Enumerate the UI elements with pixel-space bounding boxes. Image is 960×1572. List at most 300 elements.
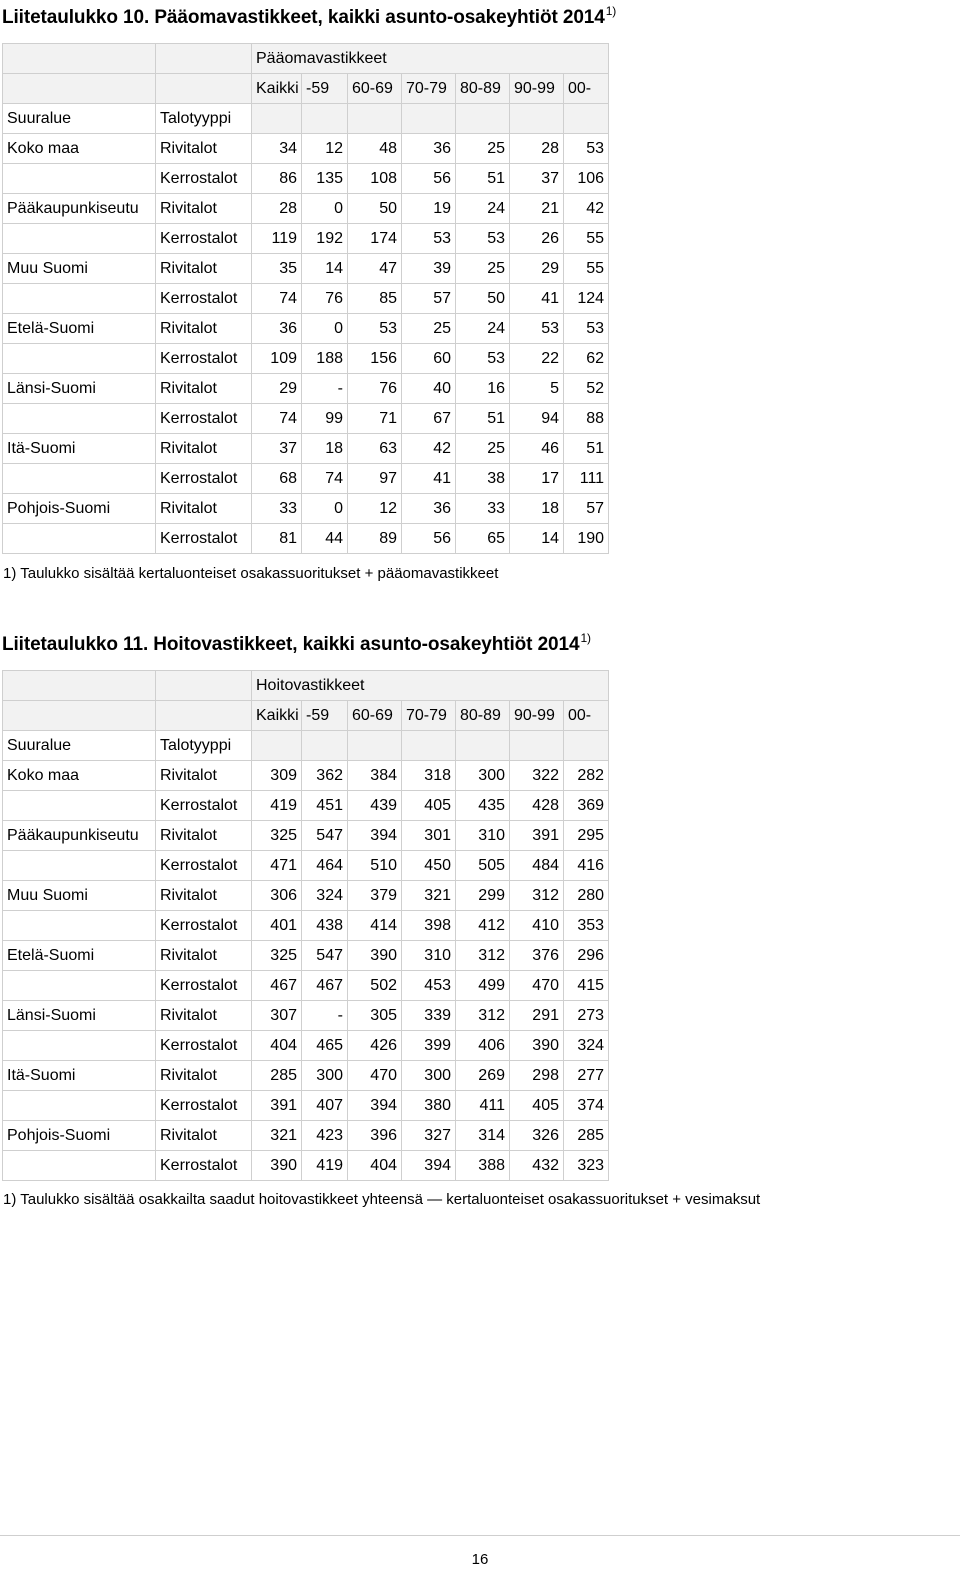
column-header: 70-79 — [402, 74, 456, 104]
value-cell: 414 — [348, 911, 402, 941]
region-cell: Länsi-Suomi — [3, 1001, 156, 1031]
table-row — [3, 464, 609, 494]
value-cell: 321 — [252, 1121, 302, 1151]
value-cell: 48 — [348, 134, 402, 164]
region-cell — [3, 284, 156, 314]
value-cell: 318 — [402, 761, 456, 791]
value-cell: 89 — [348, 524, 402, 554]
table-row — [3, 761, 609, 791]
value-cell: 55 — [564, 254, 609, 284]
table-11-footnote: 1) Taulukko sisältää osakkailta saadut hoitovastikkeet yhteensä — kertaluonteiset osakassuoritukset + vesimaksut — [3, 1191, 761, 1208]
house-type-cell: Kerrostalot — [156, 344, 252, 374]
row-header-suuralue: Suuralue — [3, 104, 156, 134]
table-row — [3, 881, 609, 911]
house-type-cell: Kerrostalot — [156, 1151, 252, 1181]
value-cell: 467 — [252, 971, 302, 1001]
region-cell — [3, 224, 156, 254]
house-type-cell: Kerrostalot — [156, 224, 252, 254]
value-cell: 435 — [456, 791, 510, 821]
value-cell: 109 — [252, 344, 302, 374]
table-row — [3, 344, 609, 374]
value-cell: 310 — [456, 821, 510, 851]
value-cell: 29 — [510, 254, 564, 284]
value-cell: 465 — [302, 1031, 348, 1061]
value-cell: 412 — [456, 911, 510, 941]
empty-cell — [456, 731, 510, 761]
region-cell — [3, 524, 156, 554]
region-cell: Pääkaupunkiseutu — [3, 194, 156, 224]
corner-cell — [3, 74, 156, 104]
value-cell: 94 — [510, 404, 564, 434]
value-cell: - — [302, 1001, 348, 1031]
table-11 — [2, 670, 609, 1181]
value-cell: 314 — [456, 1121, 510, 1151]
table-11-title — [2, 631, 591, 656]
page-divider — [0, 1535, 960, 1536]
value-cell: 33 — [252, 494, 302, 524]
empty-cell — [252, 104, 302, 134]
value-cell: 295 — [564, 821, 609, 851]
value-cell: 74 — [302, 464, 348, 494]
group-header: Pääomavastikkeet — [252, 44, 609, 74]
value-cell: 273 — [564, 1001, 609, 1031]
table-row — [3, 134, 609, 164]
value-cell: 0 — [302, 194, 348, 224]
value-cell: 39 — [402, 254, 456, 284]
value-cell: 42 — [564, 194, 609, 224]
column-header-row — [3, 74, 609, 104]
empty-cell — [348, 104, 402, 134]
value-cell: 56 — [402, 524, 456, 554]
empty-cell — [348, 731, 402, 761]
corner-cell — [3, 44, 156, 74]
house-type-cell: Rivitalot — [156, 374, 252, 404]
region-cell: Pohjois-Suomi — [3, 494, 156, 524]
value-cell: 426 — [348, 1031, 402, 1061]
value-cell: 453 — [402, 971, 456, 1001]
region-cell — [3, 1031, 156, 1061]
value-cell: 439 — [348, 791, 402, 821]
value-cell: 0 — [302, 494, 348, 524]
value-cell: 28 — [510, 134, 564, 164]
value-cell: 53 — [564, 314, 609, 344]
value-cell: 53 — [564, 134, 609, 164]
value-cell: 285 — [252, 1061, 302, 1091]
house-type-cell: Rivitalot — [156, 134, 252, 164]
corner-cell — [3, 671, 156, 701]
value-cell: 464 — [302, 851, 348, 881]
empty-cell — [564, 731, 609, 761]
region-cell: Koko maa — [3, 761, 156, 791]
value-cell: 67 — [402, 404, 456, 434]
table-row — [3, 254, 609, 284]
value-cell: 339 — [402, 1001, 456, 1031]
region-cell: Etelä-Suomi — [3, 941, 156, 971]
row-header-row — [3, 731, 609, 761]
house-type-cell: Rivitalot — [156, 434, 252, 464]
house-type-cell: Kerrostalot — [156, 1031, 252, 1061]
value-cell: 406 — [456, 1031, 510, 1061]
value-cell: 505 — [456, 851, 510, 881]
value-cell: 188 — [302, 344, 348, 374]
house-type-cell: Kerrostalot — [156, 164, 252, 194]
value-cell: 36 — [402, 134, 456, 164]
value-cell: 37 — [510, 164, 564, 194]
house-type-cell: Rivitalot — [156, 194, 252, 224]
value-cell: 46 — [510, 434, 564, 464]
value-cell: 325 — [252, 821, 302, 851]
value-cell: 0 — [302, 314, 348, 344]
region-cell — [3, 344, 156, 374]
value-cell: 16 — [456, 374, 510, 404]
value-cell: 52 — [564, 374, 609, 404]
value-cell: - — [302, 374, 348, 404]
table-row — [3, 284, 609, 314]
value-cell: 312 — [456, 941, 510, 971]
value-cell: 300 — [456, 761, 510, 791]
table-row — [3, 1091, 609, 1121]
value-cell: 38 — [456, 464, 510, 494]
value-cell: 57 — [402, 284, 456, 314]
value-cell: 405 — [402, 791, 456, 821]
house-type-cell: Kerrostalot — [156, 464, 252, 494]
value-cell: 310 — [402, 941, 456, 971]
value-cell: 325 — [252, 941, 302, 971]
value-cell: 379 — [348, 881, 402, 911]
column-header: 60-69 — [348, 701, 402, 731]
value-cell: 298 — [510, 1061, 564, 1091]
value-cell: 53 — [348, 314, 402, 344]
empty-cell — [510, 731, 564, 761]
value-cell: 306 — [252, 881, 302, 911]
value-cell: 41 — [402, 464, 456, 494]
value-cell: 65 — [456, 524, 510, 554]
value-cell: 36 — [402, 494, 456, 524]
value-cell: 470 — [510, 971, 564, 1001]
value-cell: 312 — [456, 1001, 510, 1031]
value-cell: 432 — [510, 1151, 564, 1181]
value-cell: 502 — [348, 971, 402, 1001]
value-cell: 291 — [510, 1001, 564, 1031]
table-row — [3, 314, 609, 344]
corner-cell — [156, 44, 252, 74]
empty-cell — [510, 104, 564, 134]
region-cell — [3, 971, 156, 1001]
house-type-cell: Kerrostalot — [156, 284, 252, 314]
column-header: Kaikki — [252, 701, 302, 731]
value-cell: 394 — [348, 821, 402, 851]
value-cell: 28 — [252, 194, 302, 224]
column-header: 60-69 — [348, 74, 402, 104]
value-cell: 50 — [456, 284, 510, 314]
house-type-cell: Rivitalot — [156, 314, 252, 344]
value-cell: 22 — [510, 344, 564, 374]
value-cell: 510 — [348, 851, 402, 881]
region-cell — [3, 404, 156, 434]
value-cell: 17 — [510, 464, 564, 494]
value-cell: 394 — [348, 1091, 402, 1121]
table-row — [3, 911, 609, 941]
region-cell — [3, 911, 156, 941]
region-cell: Pääkaupunkiseutu — [3, 821, 156, 851]
value-cell: 369 — [564, 791, 609, 821]
value-cell: 307 — [252, 1001, 302, 1031]
empty-cell — [252, 731, 302, 761]
value-cell: 404 — [348, 1151, 402, 1181]
value-cell: 296 — [564, 941, 609, 971]
value-cell: 190 — [564, 524, 609, 554]
region-cell: Etelä-Suomi — [3, 314, 156, 344]
value-cell: 499 — [456, 971, 510, 1001]
value-cell: 324 — [302, 881, 348, 911]
table-row — [3, 851, 609, 881]
value-cell: 74 — [252, 284, 302, 314]
value-cell: 24 — [456, 314, 510, 344]
value-cell: 327 — [402, 1121, 456, 1151]
region-cell: Muu Suomi — [3, 254, 156, 284]
value-cell: 362 — [302, 761, 348, 791]
value-cell: 312 — [510, 881, 564, 911]
value-cell: 391 — [510, 821, 564, 851]
value-cell: 53 — [456, 344, 510, 374]
value-cell: 106 — [564, 164, 609, 194]
value-cell: 280 — [564, 881, 609, 911]
column-header: 00- — [564, 74, 609, 104]
table-10-title-footnote-mark: 1) — [605, 4, 617, 18]
value-cell: 301 — [402, 821, 456, 851]
column-header: 00- — [564, 701, 609, 731]
table-10-title-text: Liitetaulukko 10. Pääomavastikkeet, kaikki asunto-osakeyhtiöt 2014 — [2, 7, 605, 28]
region-cell — [3, 1091, 156, 1121]
value-cell: 47 — [348, 254, 402, 284]
table-11-title-text: Liitetaulukko 11. Hoitovastikkeet, kaikki asunto-osakeyhtiöt 2014 — [2, 634, 580, 655]
value-cell: 12 — [348, 494, 402, 524]
value-cell: 390 — [510, 1031, 564, 1061]
value-cell: 25 — [402, 314, 456, 344]
value-cell: 415 — [564, 971, 609, 1001]
value-cell: 50 — [348, 194, 402, 224]
value-cell: 192 — [302, 224, 348, 254]
value-cell: 428 — [510, 791, 564, 821]
value-cell: 401 — [252, 911, 302, 941]
corner-cell — [156, 671, 252, 701]
table-row — [3, 821, 609, 851]
region-cell: Itä-Suomi — [3, 434, 156, 464]
value-cell: 25 — [456, 254, 510, 284]
empty-cell — [456, 104, 510, 134]
value-cell: 29 — [252, 374, 302, 404]
column-header: 90-99 — [510, 701, 564, 731]
value-cell: 21 — [510, 194, 564, 224]
value-cell: 374 — [564, 1091, 609, 1121]
value-cell: 423 — [302, 1121, 348, 1151]
value-cell: 277 — [564, 1061, 609, 1091]
value-cell: 76 — [302, 284, 348, 314]
house-type-cell: Rivitalot — [156, 881, 252, 911]
house-type-cell: Kerrostalot — [156, 791, 252, 821]
value-cell: 41 — [510, 284, 564, 314]
value-cell: 376 — [510, 941, 564, 971]
value-cell: 62 — [564, 344, 609, 374]
group-header-row — [3, 44, 609, 74]
value-cell: 34 — [252, 134, 302, 164]
value-cell: 353 — [564, 911, 609, 941]
table-row — [3, 941, 609, 971]
page-number: 16 — [471, 1551, 489, 1568]
value-cell: 419 — [302, 1151, 348, 1181]
house-type-cell: Kerrostalot — [156, 851, 252, 881]
house-type-cell: Rivitalot — [156, 821, 252, 851]
value-cell: 305 — [348, 1001, 402, 1031]
value-cell: 111 — [564, 464, 609, 494]
value-cell: 411 — [456, 1091, 510, 1121]
value-cell: 53 — [510, 314, 564, 344]
value-cell: 174 — [348, 224, 402, 254]
house-type-cell: Rivitalot — [156, 1001, 252, 1031]
value-cell: 57 — [564, 494, 609, 524]
value-cell: 300 — [302, 1061, 348, 1091]
value-cell: 108 — [348, 164, 402, 194]
value-cell: 390 — [252, 1151, 302, 1181]
value-cell: 85 — [348, 284, 402, 314]
value-cell: 37 — [252, 434, 302, 464]
value-cell: 450 — [402, 851, 456, 881]
row-header-suuralue: Suuralue — [3, 731, 156, 761]
value-cell: 76 — [348, 374, 402, 404]
region-cell: Pohjois-Suomi — [3, 1121, 156, 1151]
table-10-footnote: 1) Taulukko sisältää kertaluonteiset osakassuoritukset + pääomavastikkeet — [3, 565, 499, 582]
house-type-cell: Rivitalot — [156, 1061, 252, 1091]
column-header: -59 — [302, 701, 348, 731]
corner-cell — [3, 701, 156, 731]
value-cell: 470 — [348, 1061, 402, 1091]
value-cell: 25 — [456, 134, 510, 164]
house-type-cell: Rivitalot — [156, 761, 252, 791]
house-type-cell: Rivitalot — [156, 494, 252, 524]
value-cell: 63 — [348, 434, 402, 464]
value-cell: 33 — [456, 494, 510, 524]
value-cell: 484 — [510, 851, 564, 881]
value-cell: 18 — [302, 434, 348, 464]
value-cell: 53 — [456, 224, 510, 254]
value-cell: 467 — [302, 971, 348, 1001]
house-type-cell: Kerrostalot — [156, 524, 252, 554]
value-cell: 547 — [302, 941, 348, 971]
column-header: 90-99 — [510, 74, 564, 104]
empty-cell — [302, 104, 348, 134]
value-cell: 407 — [302, 1091, 348, 1121]
table-row — [3, 434, 609, 464]
table-row — [3, 1001, 609, 1031]
value-cell: 19 — [402, 194, 456, 224]
table-row — [3, 1121, 609, 1151]
value-cell: 51 — [456, 404, 510, 434]
region-cell: Koko maa — [3, 134, 156, 164]
value-cell: 12 — [302, 134, 348, 164]
value-cell: 81 — [252, 524, 302, 554]
house-type-cell: Kerrostalot — [156, 911, 252, 941]
column-header: -59 — [302, 74, 348, 104]
value-cell: 14 — [302, 254, 348, 284]
region-cell — [3, 464, 156, 494]
value-cell: 42 — [402, 434, 456, 464]
value-cell: 300 — [402, 1061, 456, 1091]
value-cell: 326 — [510, 1121, 564, 1151]
group-header: Hoitovastikkeet — [252, 671, 609, 701]
region-cell: Muu Suomi — [3, 881, 156, 911]
value-cell: 322 — [510, 761, 564, 791]
region-cell — [3, 1151, 156, 1181]
table-row — [3, 1151, 609, 1181]
value-cell: 97 — [348, 464, 402, 494]
table-row — [3, 1061, 609, 1091]
value-cell: 323 — [564, 1151, 609, 1181]
value-cell: 135 — [302, 164, 348, 194]
value-cell: 35 — [252, 254, 302, 284]
row-header-talotyyppi: Talotyyppi — [156, 731, 252, 761]
value-cell: 416 — [564, 851, 609, 881]
column-header: 80-89 — [456, 74, 510, 104]
empty-cell — [302, 731, 348, 761]
table-row — [3, 791, 609, 821]
empty-cell — [402, 104, 456, 134]
value-cell: 53 — [402, 224, 456, 254]
house-type-cell: Rivitalot — [156, 1121, 252, 1151]
region-cell: Itä-Suomi — [3, 1061, 156, 1091]
value-cell: 44 — [302, 524, 348, 554]
value-cell: 384 — [348, 761, 402, 791]
table-row — [3, 404, 609, 434]
group-header-row — [3, 671, 609, 701]
value-cell: 438 — [302, 911, 348, 941]
value-cell: 55 — [564, 224, 609, 254]
region-cell — [3, 164, 156, 194]
value-cell: 405 — [510, 1091, 564, 1121]
value-cell: 119 — [252, 224, 302, 254]
value-cell: 86 — [252, 164, 302, 194]
house-type-cell: Kerrostalot — [156, 1091, 252, 1121]
value-cell: 380 — [402, 1091, 456, 1121]
value-cell: 74 — [252, 404, 302, 434]
value-cell: 388 — [456, 1151, 510, 1181]
value-cell: 25 — [456, 434, 510, 464]
table-row — [3, 374, 609, 404]
table-11-title-footnote-mark: 1) — [580, 631, 591, 645]
value-cell: 404 — [252, 1031, 302, 1061]
row-header-row — [3, 104, 609, 134]
value-cell: 451 — [302, 791, 348, 821]
column-header: 80-89 — [456, 701, 510, 731]
value-cell: 269 — [456, 1061, 510, 1091]
table-row — [3, 194, 609, 224]
region-cell — [3, 851, 156, 881]
table-row — [3, 1031, 609, 1061]
value-cell: 5 — [510, 374, 564, 404]
value-cell: 390 — [348, 941, 402, 971]
table-row — [3, 494, 609, 524]
table-row — [3, 524, 609, 554]
corner-cell — [156, 74, 252, 104]
value-cell: 396 — [348, 1121, 402, 1151]
value-cell: 398 — [402, 911, 456, 941]
value-cell: 419 — [252, 791, 302, 821]
table-row — [3, 971, 609, 1001]
value-cell: 299 — [456, 881, 510, 911]
house-type-cell: Rivitalot — [156, 254, 252, 284]
value-cell: 124 — [564, 284, 609, 314]
value-cell: 26 — [510, 224, 564, 254]
value-cell: 71 — [348, 404, 402, 434]
